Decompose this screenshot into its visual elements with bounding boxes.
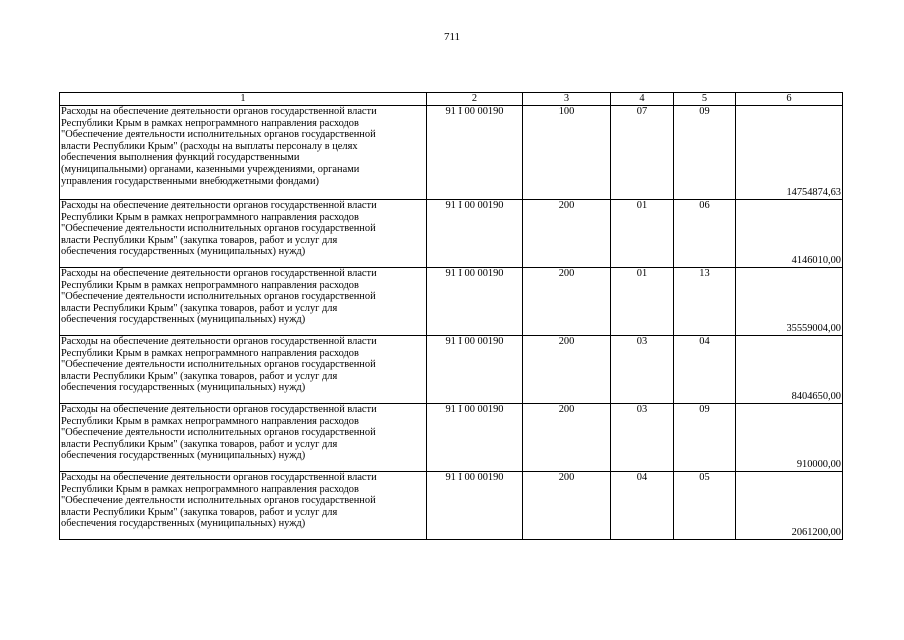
column-header-4: 4 <box>611 93 674 106</box>
expense-description-line: "Обеспечение деятельности исполнительных органов государственной <box>61 427 376 439</box>
expense-description-line: "Обеспечение деятельности исполнительных органов государственной <box>61 129 376 141</box>
expense-description-cell <box>60 336 427 404</box>
budget-table-body <box>60 93 843 540</box>
subsection-cell: 13 <box>674 268 736 336</box>
section-cell: 01 <box>611 268 674 336</box>
expense-description-line: обеспечения государственных (муниципальных) нужд) <box>61 382 306 394</box>
budget-table <box>59 92 843 540</box>
expense-description-line: власти Республики Крым" (закупка товаров, работ и услуг для <box>61 370 338 382</box>
expense-description-line: обеспечения выполнения функций государственными <box>61 152 300 164</box>
target-code-cell: 91 I 00 00190 <box>427 268 523 336</box>
column-header-3: 3 <box>523 93 611 106</box>
expense-description-line: власти Республики Крым" (закупка товаров, работ и услуг для <box>61 438 338 450</box>
target-code-cell: 91 I 00 00190 <box>427 404 523 472</box>
target-code-cell: 91 I 00 00190 <box>427 336 523 404</box>
expense-description-line: "Обеспечение деятельности исполнительных органов государственной <box>61 359 376 371</box>
expense-type-cell: 100 <box>523 106 611 200</box>
expense-description-line: власти Республики Крым" (закупка товаров, работ и услуг для <box>61 302 338 314</box>
section-cell: 03 <box>611 336 674 404</box>
table-row <box>60 268 843 336</box>
expense-description-line: Расходы на обеспечение деятельности органов государственной власти <box>61 336 377 347</box>
section-cell: 03 <box>611 404 674 472</box>
table-row <box>60 336 843 404</box>
target-code-cell: 91 I 00 00190 <box>427 106 523 200</box>
column-header-5: 5 <box>674 93 736 106</box>
expense-description-line: (муниципальными) органами, казенными учреждениями, органами <box>61 163 360 175</box>
subsection-cell: 04 <box>674 336 736 404</box>
section-cell: 04 <box>611 472 674 540</box>
expense-description-cell <box>60 404 427 472</box>
expense-description-line: Республики Крым в рамках непрограммного направления расходов <box>61 483 359 495</box>
expense-description-cell <box>60 200 427 268</box>
section-cell: 01 <box>611 200 674 268</box>
expense-description-cell <box>60 106 427 200</box>
expense-description-line: власти Республики Крым" (закупка товаров, работ и услуг для <box>61 234 338 246</box>
subsection-cell: 09 <box>674 404 736 472</box>
amount-cell: 8404650,00 <box>736 336 843 404</box>
expense-description-line: власти Республики Крым" (закупка товаров, работ и услуг для <box>61 506 338 518</box>
target-code-cell: 91 I 00 00190 <box>427 472 523 540</box>
expense-description-line: обеспечения государственных (муниципальных) нужд) <box>61 518 306 530</box>
table-row <box>60 106 843 200</box>
expense-description-line: Расходы на обеспечение деятельности органов государственной власти <box>61 472 377 483</box>
table-header-row <box>60 93 843 106</box>
expense-description-line: Расходы на обеспечение деятельности органов государственной власти <box>61 106 377 117</box>
expense-type-cell: 200 <box>523 472 611 540</box>
amount-cell: 14754874,63 <box>736 106 843 200</box>
subsection-cell: 09 <box>674 106 736 200</box>
expense-description-line: Расходы на обеспечение деятельности органов государственной власти <box>61 268 377 279</box>
expense-description-line: Республики Крым в рамках непрограммного направления расходов <box>61 347 359 359</box>
expense-description-cell <box>60 472 427 540</box>
table-row <box>60 472 843 540</box>
expense-description-line: Республики Крым в рамках непрограммного направления расходов <box>61 211 359 223</box>
expense-description-line: обеспечения государственных (муниципальных) нужд) <box>61 450 306 462</box>
expense-description-line: Республики Крым в рамках непрограммного направления расходов <box>61 415 359 427</box>
page-number: 711 <box>443 31 461 43</box>
expense-description-line: обеспечения государственных (муниципальных) нужд) <box>61 314 306 326</box>
subsection-cell: 05 <box>674 472 736 540</box>
expense-description-line: "Обеспечение деятельности исполнительных органов государственной <box>61 495 376 507</box>
expense-type-cell: 200 <box>523 200 611 268</box>
column-header-6: 6 <box>736 93 843 106</box>
expense-type-cell: 200 <box>523 336 611 404</box>
table-row <box>60 200 843 268</box>
column-header-2: 2 <box>427 93 523 106</box>
column-header-1: 1 <box>60 93 427 106</box>
expense-description-line: Расходы на обеспечение деятельности органов государственной власти <box>61 404 377 415</box>
expense-description-line: Республики Крым в рамках непрограммного направления расходов <box>61 117 359 129</box>
table-row <box>60 404 843 472</box>
target-code-cell: 91 I 00 00190 <box>427 200 523 268</box>
expense-description-line: Расходы на обеспечение деятельности органов государственной власти <box>61 200 377 211</box>
subsection-cell: 06 <box>674 200 736 268</box>
amount-cell: 910000,00 <box>736 404 843 472</box>
amount-cell: 4146010,00 <box>736 200 843 268</box>
expense-type-cell: 200 <box>523 268 611 336</box>
expense-type-cell: 200 <box>523 404 611 472</box>
expense-description-line: обеспечения государственных (муниципальных) нужд) <box>61 246 306 258</box>
expense-description-line: управления государственными внебюджетными фондами) <box>61 175 319 187</box>
expense-description-line: власти Республики Крым" (расходы на выплаты персоналу в целях <box>61 140 358 152</box>
expense-description-line: "Обеспечение деятельности исполнительных органов государственной <box>61 223 376 235</box>
expense-description-line: "Обеспечение деятельности исполнительных органов государственной <box>61 291 376 303</box>
expense-description-line: Республики Крым в рамках непрограммного направления расходов <box>61 279 359 291</box>
amount-cell: 2061200,00 <box>736 472 843 540</box>
section-cell: 07 <box>611 106 674 200</box>
expense-description-cell <box>60 268 427 336</box>
amount-cell: 35559004,00 <box>736 268 843 336</box>
